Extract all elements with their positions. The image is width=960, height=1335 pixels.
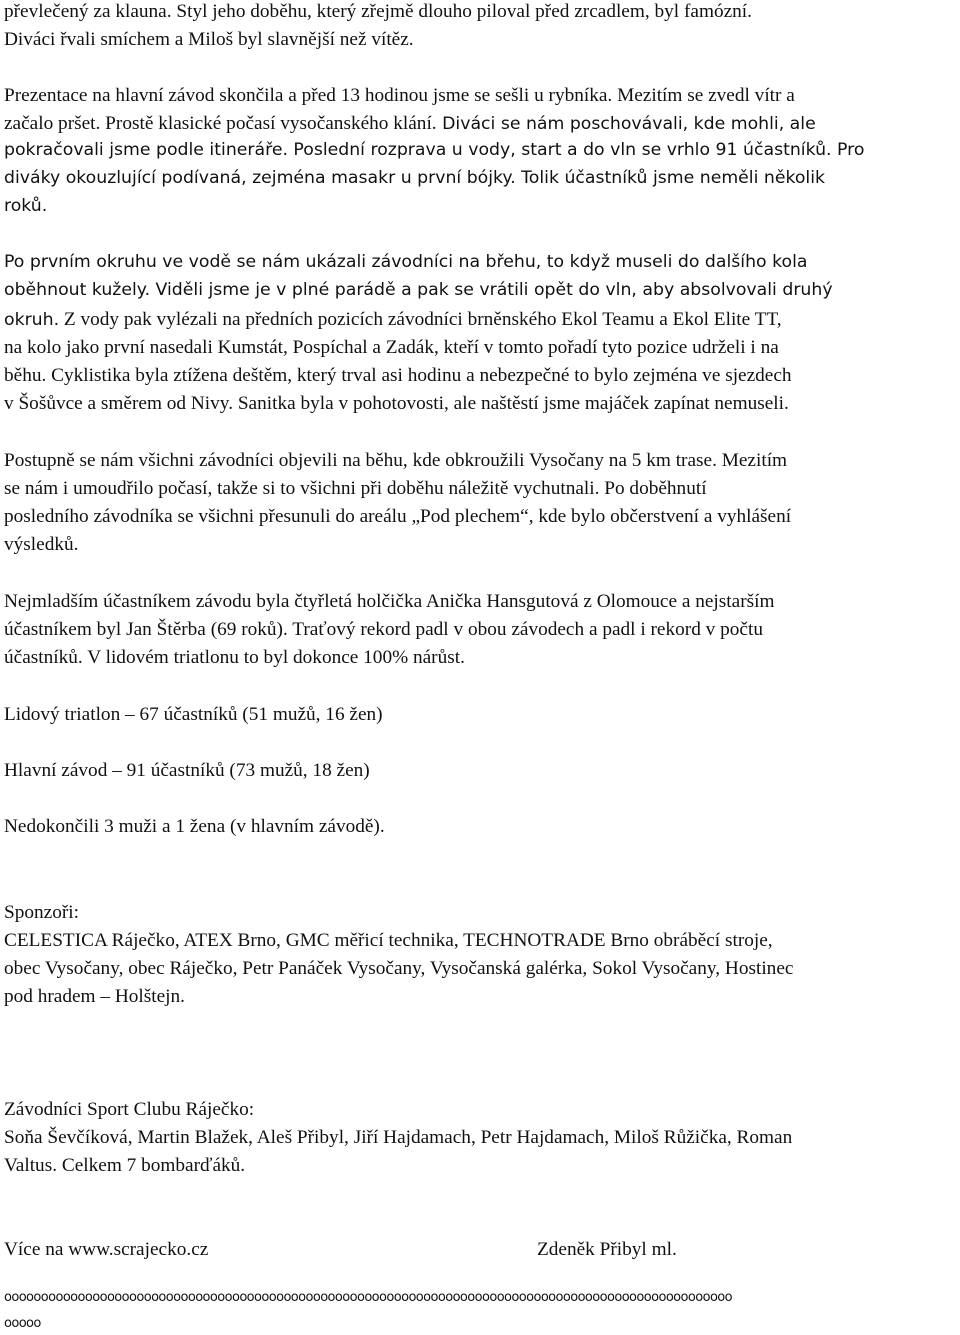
p1-line-2-sans: Diváci se nám poschovávali, kde mohli, ale xyxy=(436,114,816,134)
p1-line-1: Prezentace na hlavní závod skončila a před 13 hodinou jsme se sešli u rybníka. Mezitím se zvedl vítr a xyxy=(4,85,795,106)
p1-line-2-serif: začalo pršet. Prostě klasické počasí vysočanského klání. xyxy=(4,113,437,134)
author-signature: Zdeněk Přibyl ml. xyxy=(537,1239,677,1260)
p3-line-2: se nám i umoudřilo počasí, takže si to všichni při doběhu náležitě vychutnali. Po doběhnutí xyxy=(4,478,707,499)
p2-line-2: oběhnout kužely. Viděli jsme je v plné parádě a pak se vrátili opět do vln, aby absolvovali druhý xyxy=(4,280,833,300)
dotted-divider-2: ooooo xyxy=(4,1316,41,1331)
p1-line-3: pokračovali jsme podle itineráře. Poslední rozprava u vody, start a do vln se vrhlo 91 účastníků. Pro xyxy=(4,140,865,160)
p1-line-4: diváky okouzlující podívaná, zejména masakr u první bójky. Tolik účastníků jsme neměli několik xyxy=(4,168,826,188)
p2-line-5: běhu. Cyklistika byla ztížena deštěm, který trval asi hodinu a nebezpečné to bylo zejména ve sjezdech xyxy=(4,365,792,386)
p4-line-2: účastníkem byl Jan Štěrba (69 roků). Traťový rekord padl v obou závodech a padl i rekord v počtu xyxy=(4,619,763,640)
sponsors-line-2: obec Vysočany, obec Ráječko, Petr Panáček Vysočany, Vysočanská galérka, Sokol Vysočany, Hostinec xyxy=(4,958,794,979)
stat-lidovy-triatlon: Lidový triatlon – 67 účastníků (51 mužů, 16 žen) xyxy=(4,704,383,725)
intro-line-2: Diváci řvali smíchem a Miloš byl slavnější než vítěz. xyxy=(4,29,414,50)
club-line-1: Soňa Ševčíková, Martin Blažek, Aleš Přibyl, Jiří Hajdamach, Petr Hajdamach, Miloš Růžička, Roman xyxy=(4,1127,793,1148)
p3-line-1: Postupně se nám všichni závodníci objevili na běhu, kde obkroužili Vysočany na 5 km trase. Mezitím xyxy=(4,450,788,471)
club-heading: Závodníci Sport Clubu Ráječko: xyxy=(4,1099,255,1120)
intro-line-1: převlečený za klauna. Styl jeho doběhu, který zřejmě dlouho piloval před zrcadlem, byl famózní. xyxy=(4,1,752,22)
club-line-2: Valtus. Celkem 7 bombarďáků. xyxy=(4,1155,246,1176)
p2-line-3 xyxy=(4,310,782,329)
stat-hlavni-zavod: Hlavní závod – 91 účastníků (73 mužů, 18 žen) xyxy=(4,760,370,781)
dotted-divider-1: ooooooooooooooooooooooooooooooooooooooooooooooooooooooooooooooooooooooooooooooooooooooooooooooooooo xyxy=(4,1290,733,1305)
sponsors-line-1: CELESTICA Ráječko, ATEX Brno, GMC měřicí technika, TECHNOTRADE Brno obráběcí stroje, xyxy=(4,930,773,951)
p2-line-6: v Šošůvce a směrem od Nivy. Sanitka byla v pohotovosti, ale naštěstí jsme majáček zapínat nemuseli. xyxy=(4,393,789,414)
p2-line-1: Po prvním okruhu ve vodě se nám ukázali závodníci na břehu, to když museli do dalšího kola xyxy=(4,252,808,272)
p4-line-1: Nejmladším účastníkem závodu byla čtyřletá holčička Anička Hansgutová z Olomouce a nejstarším xyxy=(4,591,775,612)
p3-line-4: výsledků. xyxy=(4,534,79,555)
website-link: Více na www.scrajecko.cz xyxy=(4,1239,209,1260)
stat-nedokoncili: Nedokončili 3 muži a 1 žena (v hlavním závodě). xyxy=(4,816,385,837)
p2-line-4: na kolo jako první nasedali Kumstát, Pospíchal a Zadák, kteří v tomto pořadí tyto pozice udrželi i na xyxy=(4,337,779,358)
sponsors-line-3: pod hradem – Holštejn. xyxy=(4,986,185,1007)
p4-line-3: účastníků. V lidovém triatlonu to byl dokonce 100% nárůst. xyxy=(4,647,465,668)
p2-line-3-sans: okruh. xyxy=(4,310,60,330)
sponsors-heading: Sponzoři: xyxy=(4,902,79,923)
p3-line-3: posledního závodníka se všichni přesunuli do areálu „Pod plechem“, kde bylo občerstvení a vyhlášení xyxy=(4,506,792,527)
p1-line-5: roků. xyxy=(4,196,48,216)
p1-line-2 xyxy=(4,114,816,133)
p2-line-3-serif: Z vody pak vylézali na předních pozicích závodníci brněnského Ekol Teamu a Ekol Elite TT, xyxy=(59,309,782,330)
